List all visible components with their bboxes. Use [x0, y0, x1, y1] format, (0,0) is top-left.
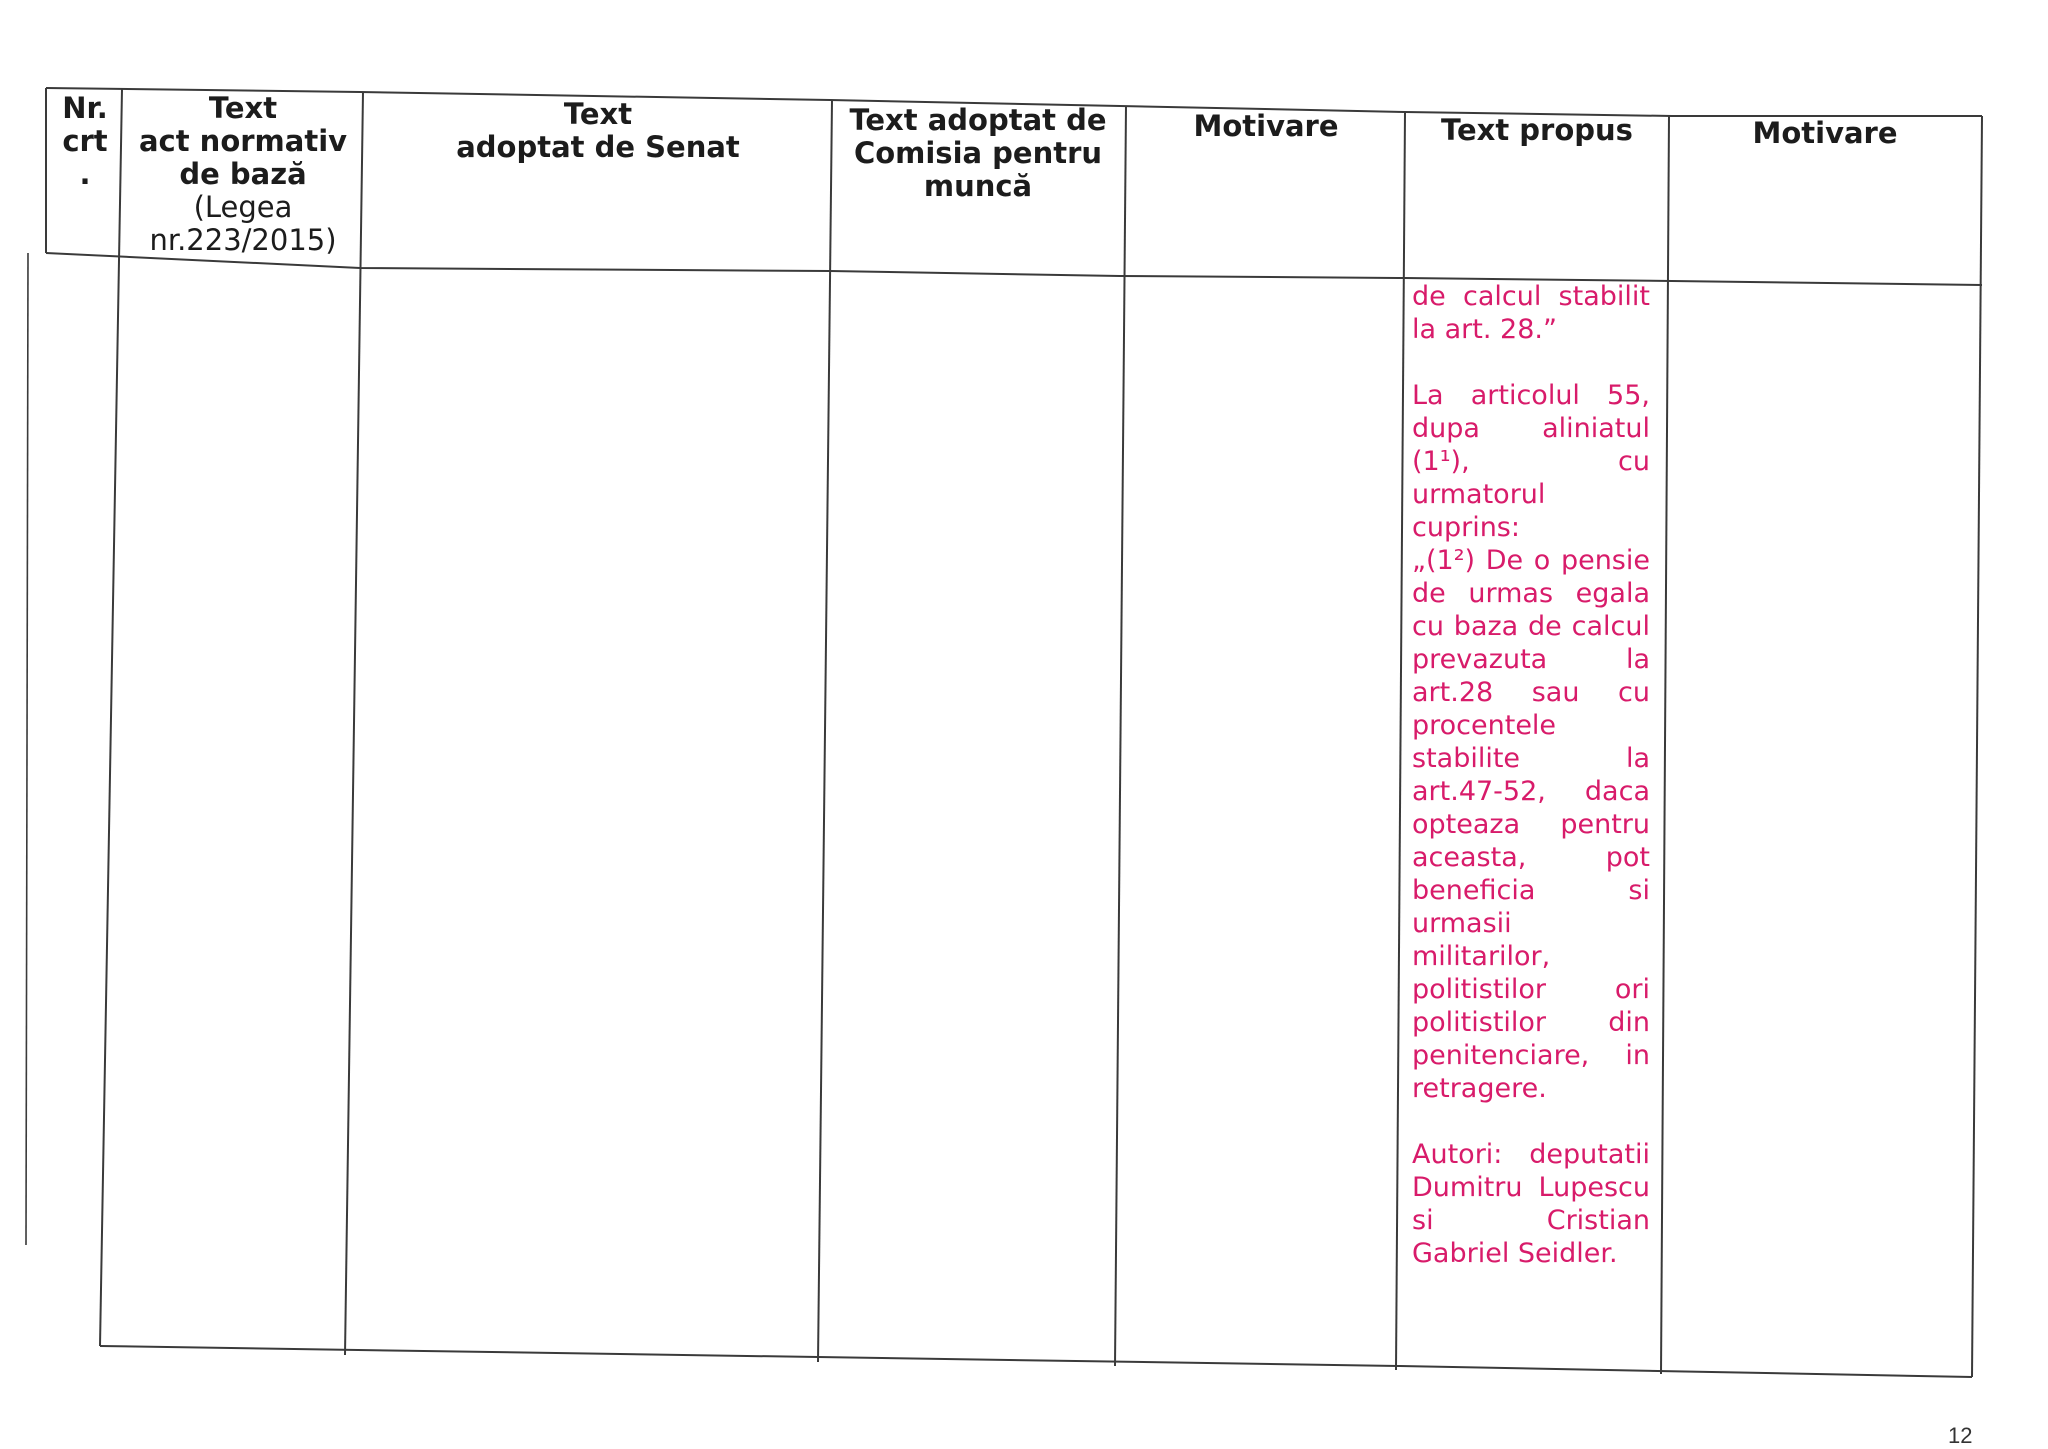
- text-propus-para3: „(1²) De o pensie de urmas egala cu baza de calcul prevazuta la art.28 sau cu procentele stabilite la art.47-52, daca opteaza pentru aceasta, pot beneficia si urmasii militarilor, politistilor ori politistilor din penitenciare, in retragere.: [1412, 545, 1650, 1104]
- header-text-propus: Text propus: [1441, 113, 1633, 147]
- text-propus-content: [1412, 280, 1650, 1270]
- header-act-line2: act normativ: [138, 124, 348, 158]
- header-nr-crt: [50, 92, 120, 191]
- header-act-normativ: [126, 92, 360, 257]
- header-act-sub2: nr.223/2015): [149, 223, 337, 257]
- header-comisia-line1: Text adoptat de: [849, 103, 1107, 137]
- header-senat-line1: Text: [563, 97, 633, 131]
- page-number: 12: [1948, 1423, 1973, 1448]
- header-comisia-line3: muncă: [923, 169, 1033, 203]
- header-senat-line2: adoptat de Senat: [456, 130, 740, 164]
- header-act-line1: Text: [208, 91, 278, 125]
- header-comisia: [834, 104, 1122, 203]
- header-nr-line1: Nr.: [62, 91, 108, 125]
- text-propus-para1: de calcul stabilit la art. 28.”: [1412, 281, 1650, 345]
- text-propus-para4: Autori: deputatii Dumitru Lupescu si Cristian Gabriel Seidler.: [1412, 1139, 1650, 1269]
- header-nr-line2: crt: [62, 124, 108, 158]
- header-motivare-1: Motivare: [1193, 109, 1339, 143]
- header-comisia-line2: Comisia pentru: [853, 136, 1103, 170]
- header-act-sub1: (Legea: [193, 190, 293, 224]
- header-act-line3: de bază: [179, 157, 307, 191]
- header-senat: [366, 98, 830, 164]
- text-propus-para2: La articolul 55, dupa aliniatul (1¹), cu urmatorul cuprins:: [1412, 380, 1650, 543]
- header-motivare-2: Motivare: [1752, 116, 1898, 150]
- header-nr-line3: .: [79, 157, 91, 191]
